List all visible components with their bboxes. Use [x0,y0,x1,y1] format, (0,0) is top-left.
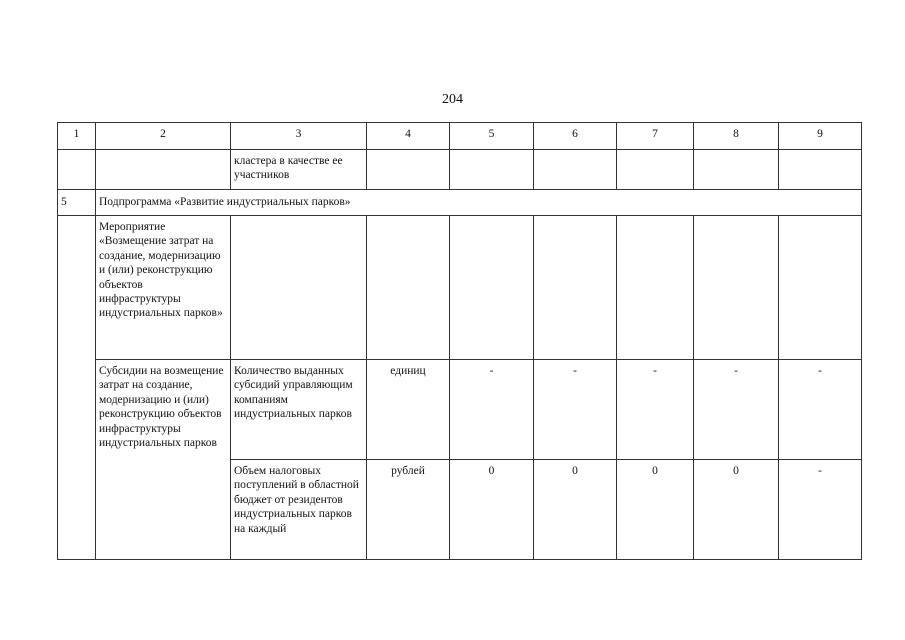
table-cell [58,150,96,190]
table-cell [617,216,694,360]
value-cell: 0 [694,460,779,560]
value-cell: - [617,360,694,460]
header-cell: 1 [58,123,96,150]
value-cell: - [779,360,862,460]
section-number: 5 [58,190,96,216]
header-cell: 5 [450,123,534,150]
table-cell [367,150,450,190]
section-row [58,190,862,216]
unit-cell: рублей [367,460,450,560]
value-cell: - [694,360,779,460]
subsidy-name: Субсидии на возмещение затрат на создание, модернизацию и (или) реконструкцию объектов инфраструктуры индустриальных парков [96,360,231,560]
table-cell [779,150,862,190]
section-title: Подпрограмма «Развитие индустриальных парков» [96,190,862,216]
table-cell [779,216,862,360]
header-cell: 3 [231,123,367,150]
indicator-name: Объем налоговых поступлений в областной бюджет от резидентов индустриальных парков на каждый [231,460,367,560]
value-cell: 0 [534,460,617,560]
table-cell [450,216,534,360]
header-cell: 8 [694,123,779,150]
header-cell: 7 [617,123,694,150]
value-cell: 0 [617,460,694,560]
value-cell: 0 [450,460,534,560]
header-row [58,123,862,150]
table-cell [96,150,231,190]
value-cell: - [534,360,617,460]
header-cell: 9 [779,123,862,150]
header-cell: 6 [534,123,617,150]
table-cell [694,216,779,360]
program-table [57,122,862,560]
table-row [58,360,862,460]
table-cell [367,216,450,360]
unit-cell: единиц [367,360,450,460]
table-cell [694,150,779,190]
value-cell: - [450,360,534,460]
value-cell: - [779,460,862,560]
event-name: Мероприятие «Возмещение затрат на создание, модернизацию и (или) реконструкцию объектов инфраструктуры индустриальных парков» [96,216,231,360]
indicator-name: Количество выданных субсидий управляющим компаниям индустриальных парков [231,360,367,460]
header-cell: 4 [367,123,450,150]
table-cell [58,216,96,560]
table-row [58,216,862,360]
page-number: 204 [442,92,463,107]
table-cell [534,150,617,190]
table-cell [450,150,534,190]
table-row [58,150,862,190]
table-cell [617,150,694,190]
header-cell: 2 [96,123,231,150]
indicator-continuation: кластера в качестве ее участников [231,150,367,190]
table-cell [534,216,617,360]
table-cell [231,216,367,360]
